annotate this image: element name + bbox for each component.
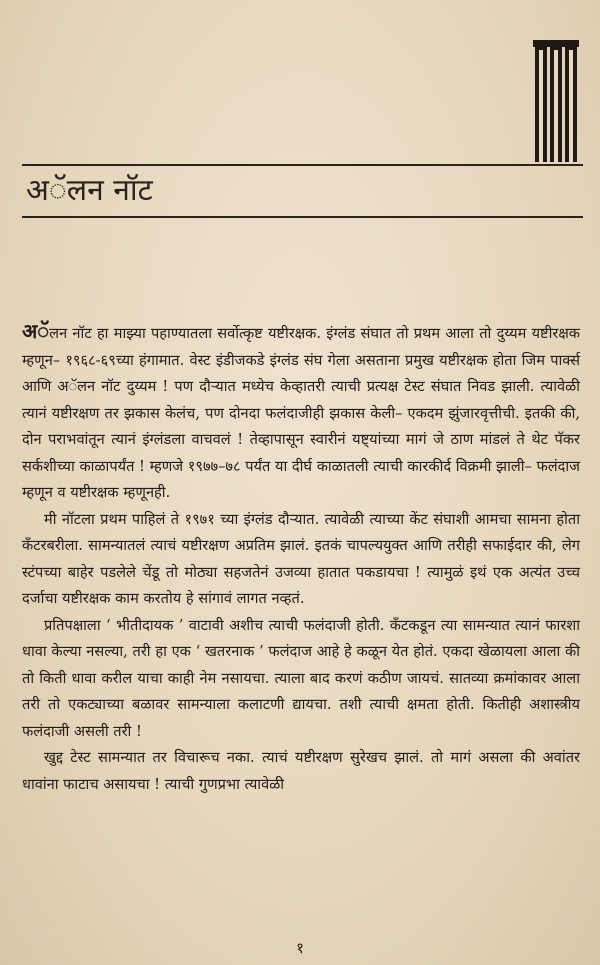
chapter-title: अॅलन नॉट [26, 173, 153, 208]
stumps-icon [533, 40, 579, 162]
paragraph: खुद्द टेस्ट सामन्यात तर विचारूच नका. त्याचं यष्टीरक्षण सुरेखच झालं. तो मागं असला की अवांतर धावांना फाटाच असायचा ! त्याची गुणप्रभा त्यावेळी [22, 749, 580, 793]
paragraph-text: लन नॉट हा माझ्या पहाण्यातला सर्वोत्कृष्ट यष्टीरक्षक. इंग्लंड संघात तो प्रथम आला तो दुय्यम यष्टीरक्षक म्हणून– १९६८-६९च्या हंगामात. वेस्ट इंडीजकडे इंग्लंड संघ गेला असताना प्रमुख यष्टीरक्षक होता जिम पार्क्स आणि अॅलन नॉट दुय्यम ! पण दौऱ्यात मध्येच केव्हातरी त्याची प्रत्यक्ष टेस्ट संघात निवड झाली. त्यावेळी त्यानं यष्टीरक्षण तर झकास केलंच, पण दोनदा फलंदाजीही झकास केली– एकदम झुंजारवृत्तीची. इतकी की, दोन पराभवांतून त्यानं इंग्लंडला वाचवलं ! तेव्हापासून स्वारीनं यष्ट्यांच्या मागं जे ठाण मांडलं ते थेट पॅकर सर्कशीच्या काळापर्यंत ! म्हणजे १९७७–७८ पर्यंत या दीर्घ काळातली त्याची कारकीर्द विक्रमी झाली– फलंदाज म्हणून व यष्टीरक्षक म्हणूनही. [22, 325, 580, 501]
paragraph [22, 318, 580, 507]
title-rule-top [22, 164, 583, 166]
paragraph: मी नॉटला प्रथम पाहिलं ते १९७१ च्या इंग्लंड दौऱ्यात. त्यावेळी त्याच्या केंट संघाशी आमचा सामना होता कॅंटरबरीला. सामन्यातलं त्याचं यष्टीरक्षण अप्रतिम झालं. इतकं चापल्ययुक्त आणि तरीही सफाईदार की, लेग स्टंपच्या बाहेर पडलेले चेंडू तो मोठ्या सहजतेनं उजव्या हातात पकडायचा ! त्यामुळं इथं एक अत्यंत उच्च दर्जाचा यष्टीरक्षक काम करतोय हे सांगावं लागत नव्हतं. [22, 510, 580, 607]
body-text [22, 318, 580, 798]
drop-cap: अॅ [22, 319, 50, 343]
paragraph: प्रतिपक्षाला ‘ भीतीदायक ’ वाटावी अशीच त्याची फलंदाजी होती. कॅंटकडून त्या सामन्यात त्यानं फारशा धावा केल्या नसल्या, तरी हा एक ‘ खतरनाक ’ फलंदाज आहे हे कळून येत होतं. एकदा खेळायला आला की तो किती धावा करील याचा काही नेम नसायचा. त्याला बाद करणं कठीण जायचं. सातव्या क्रमांकावर आला तरी तो एकट्याच्या बळावर सामन्याला कलाटणी द्यायचा. तशी त्याची क्षमता होती. कितीही अशास्त्रीय फलंदाजी असली तरी ! [22, 616, 580, 740]
page-number: १ [296, 939, 304, 957]
title-rule-bottom [22, 216, 583, 218]
